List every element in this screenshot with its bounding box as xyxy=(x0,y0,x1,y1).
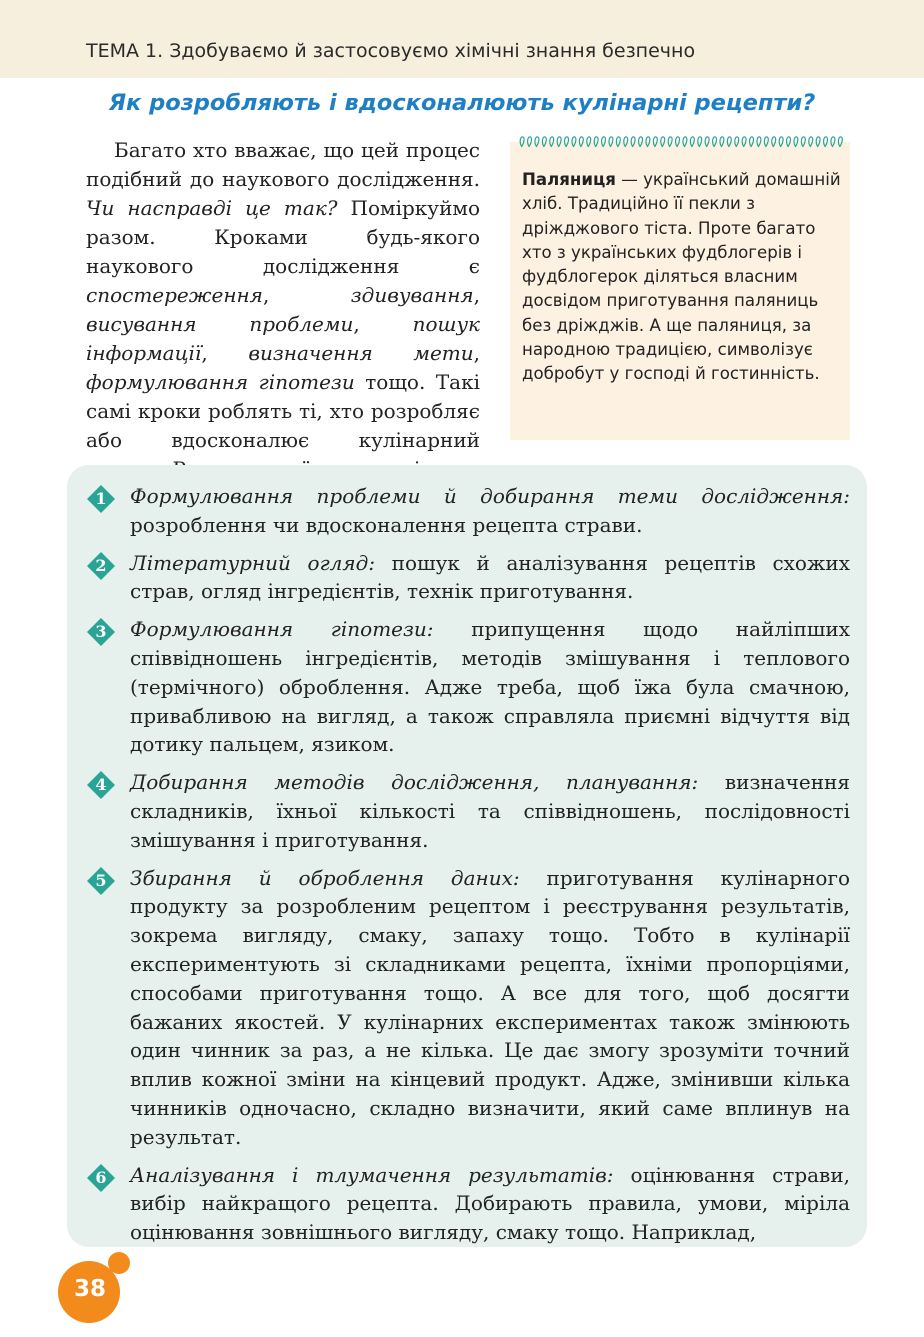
step-number: 3 xyxy=(95,622,107,642)
palianytsia-note xyxy=(510,142,850,440)
note-body: — український домашній хліб. Традиційно її пекли з дріжджового тіста. Проте багато хто з українських фудблогерів і фудблогерок діляться власним досвідом приготування паляниць без дріжджів. А ще паляниця, за народною традицією, символізує добробут у господі й гостинність. xyxy=(522,170,841,384)
step-number-badge-icon xyxy=(86,551,116,581)
note-term: Паляниця xyxy=(522,170,616,189)
step-item xyxy=(86,1161,850,1247)
step-item xyxy=(86,482,850,540)
steps-list xyxy=(86,482,850,1256)
step-text: розроблення чи вдосконалення рецепта страви. xyxy=(130,512,643,537)
spiral-binding-icon xyxy=(510,135,850,149)
step-text: припущення щодо найліпших співвідношень інгредієнтів, методів змішування і теплового (термічного) оброблення. Адже треба, щоб їжа була смачною, привабливою на вигляд, а також справляла приємні відчуття від дотику пальцем, язиком. xyxy=(130,617,850,757)
intro-paragraph: Багато хто вважає, що цей процес подібний до наукового дослідження. Чи насправді це так? Поміркуймо разом. Кроками будь-якого наукового дослідження є спостереження, здивування, висування проблеми, пошук інформації, визначення мети, формулювання гіпотези тощо. Такі самі кроки роблять ті, хто розробляє або вдосконалює кулінарний xyxy=(86,138,481,452)
step-text: пошук й аналізування рецептів схожих страв, огляд інгредієнтів, технік приготування. xyxy=(130,550,850,604)
section-title: Як розробляють і вдосконалюють кулінарні рецепти? xyxy=(108,90,816,116)
step-text: визначення складників, їхньої кількості та співвідношень, послідовності змішування і приготування. xyxy=(130,770,850,852)
step-number-badge-icon xyxy=(86,1163,116,1193)
step-number-badge-icon xyxy=(86,617,116,647)
step-number-badge-icon xyxy=(86,484,116,514)
step-number-badge-icon xyxy=(86,866,116,896)
header-band xyxy=(0,0,924,78)
step-number: 6 xyxy=(95,1167,107,1187)
page-number: 38 xyxy=(73,1276,106,1302)
step-item xyxy=(86,615,850,759)
step-item xyxy=(86,768,850,854)
step-number-badge-icon xyxy=(86,770,116,800)
step-term: Літературний огляд: xyxy=(130,550,376,575)
step-term: Збирання й оброблення даних: xyxy=(130,865,520,890)
step-number: 2 xyxy=(95,555,107,575)
step-term: Аналізування і тлумачення результатів: xyxy=(130,1162,614,1187)
step-text: приготування кулінарного продукту за розробленим рецептом і реєстрування результатів, зокрема вигляду, смаку, запаху тощо. Тобто в кулінарії експериментують зі складниками рецепта, їхніми пропорціями, способами приготування тощо. А все для того, щоб досягти бажаних якостей. У кулінарних експериментах також змінюють один чинник за раз, а не кілька. Це дає змогу зрозуміти точний вплив кожної зміни на кінцевий продукт. Адже, змінивши кілька чинників одночасно, складно визначити, який саме вплинув на результат. xyxy=(130,865,850,1149)
step-term: Формулювання проблеми й добирання теми дослідження: xyxy=(130,484,850,508)
step-term: Добирання методів дослідження, планування: xyxy=(130,770,699,795)
step-number: 4 xyxy=(95,775,107,795)
step-item xyxy=(86,864,850,1152)
step-item xyxy=(86,549,850,607)
step-text: оцінювання страви, вибір найкращого рецепта. Добирають правила, умови, міріла оцінювання зовнішнього вигляду, смаку тощо. Наприклад, xyxy=(130,1162,851,1245)
step-number: 5 xyxy=(95,870,107,890)
step-term: Формулювання гіпотези: xyxy=(130,617,434,642)
note-text xyxy=(522,168,842,387)
step-number: 1 xyxy=(95,489,107,508)
topic-header: ТЕМА 1. Здобуваємо й застосовуємо хімічні знання безпечно xyxy=(86,40,696,62)
